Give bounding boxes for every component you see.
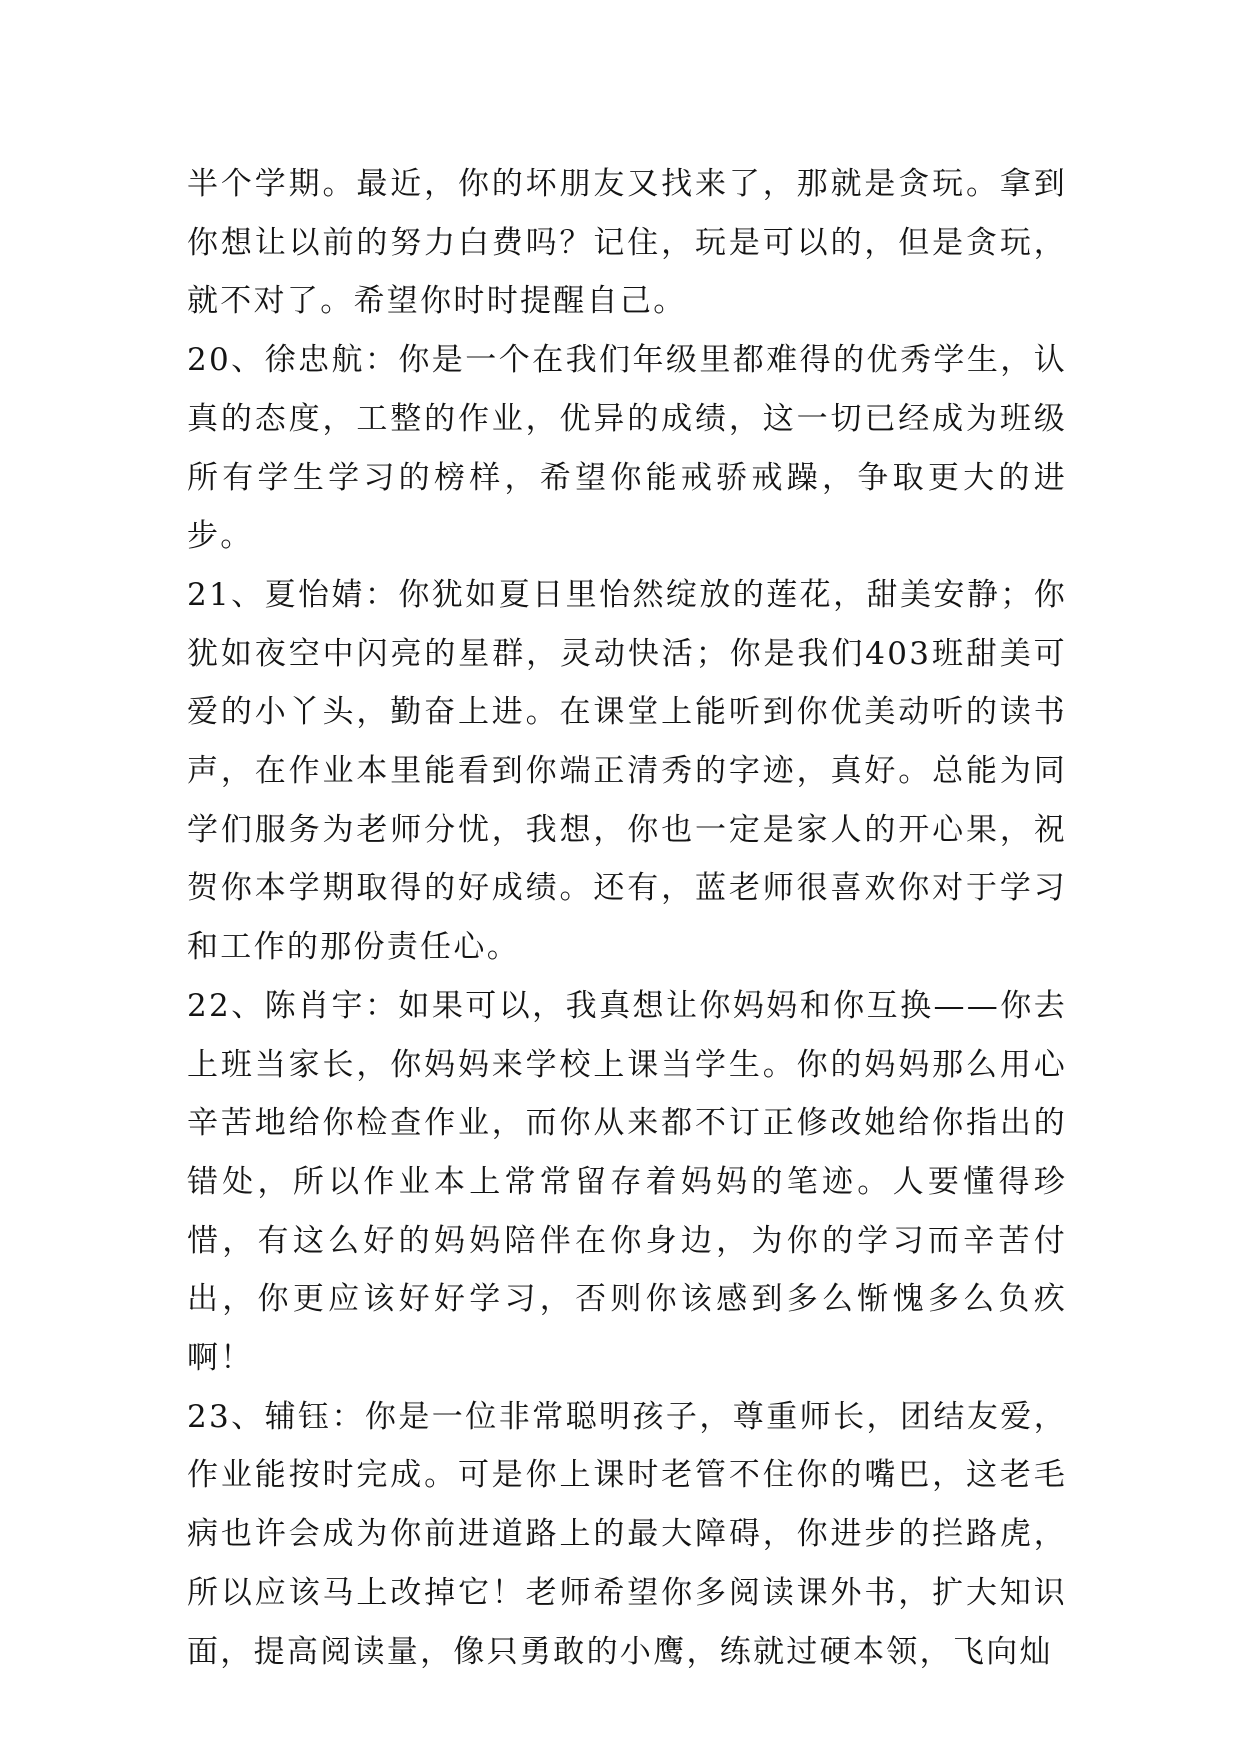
document-page — [187, 155, 1067, 1681]
paragraph-comment-20: 20、徐忠航：你是一个在我们年级里都难得的优秀学生，认真的态度，工整的作业，优异的成绩，这一切已经成为班级所有学生学习的榜样，希望你能戒骄戒躁，争取更大的进步。 — [187, 342, 1067, 555]
paragraph-comment-21: 21、夏怡婧：你犹如夏日里怡然绽放的莲花，甜美安静；你犹如夜空中闪亮的星群，灵动快活；你是我们403班甜美可爱的小丫头，勤奋上进。在课堂上能听到你优美动听的读书声，在作业本里能看到你端正清秀的字迹，真好。总能为同学们服务为老师分忧，我想，你也一定是家人的开心果，祝贺你本学期取得的好成绩。还有，蓝老师很喜欢你对于学习和工作的那份责任心。 — [187, 576, 1067, 966]
paragraph-continuation: 半个学期。最近，你的坏朋友又找来了，那就是贪玩。拿到你想让以前的努力白费吗？记住，玩是可以的，但是贪玩，就不对了。希望你时时提醒自己。 — [187, 166, 1067, 320]
paragraph-comment-23: 23、辅钰：你是一位非常聪明孩子，尊重师长，团结友爱，作业能按时完成。可是你上课时老管不住你的嘴巴，这老毛病也许会成为你前进道路上的最大障碍，你进步的拦路虎，所以应该马上改掉它！老师希望你多阅读课外书，扩大知识面，提高阅读量，像只勇敢的小鹰，练就过硬本领，飞向灿 — [187, 1398, 1067, 1670]
paragraph-comment-22: 22、陈肖宇：如果可以，我真想让你妈妈和你互换——你去上班当家长，你妈妈来学校上课当学生。你的妈妈那么用心辛苦地给你检查作业，而你从来都不订正修改她给你指出的错处，所以作业本上常常留存着妈妈的笔迹。人要懂得珍惜，有这么好的妈妈陪伴在你身边，为你的学习而辛苦付出，你更应该好好学习，否则你该感到多么惭愧多么负疚啊！ — [187, 987, 1067, 1377]
